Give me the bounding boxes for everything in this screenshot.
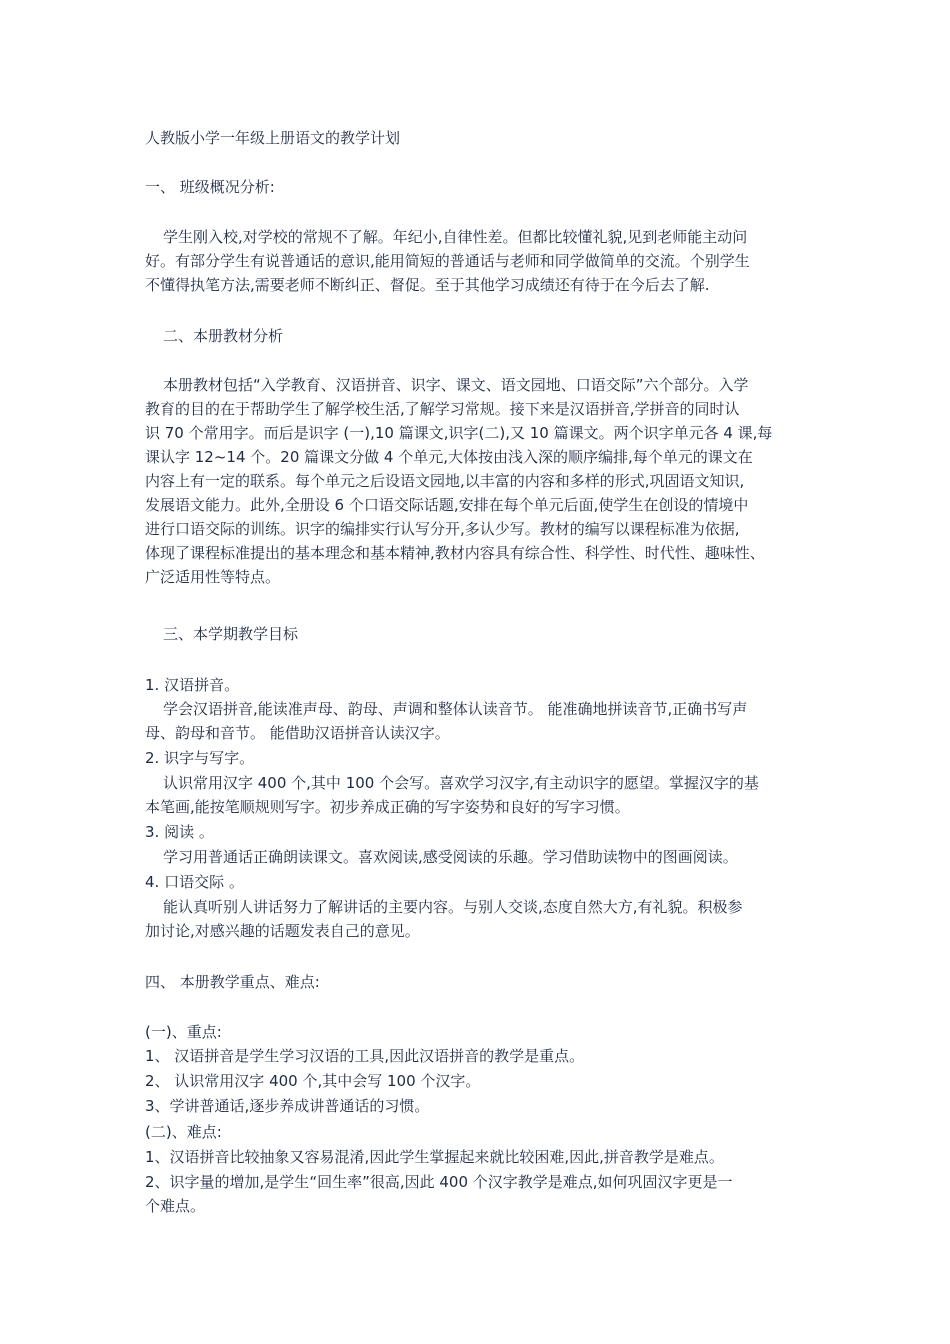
paragraph-line: 课认字 12~14 个。20 篇课文分做 4 个单元,大体按由浅入深的顺序编排,每个单元的课文在 (145, 448, 753, 466)
difficulty-point: 2、识字量的增加,是学生“回生率”很高,因此 400 个汉字教学是难点,如何巩固汉字更是一 (145, 1173, 733, 1191)
paragraph-line: 发展语文能力。此外,全册设 6 个口语交际话题,安排在每个单元后面,使学生在创设的情境中 (145, 496, 749, 514)
goal-label: 4. 口语交际 。 (145, 873, 244, 891)
paragraph-line: 教育的目的在于帮助学生了解学校生活,了解学习常规。接下来是汉语拼音,学拼音的同时认 (145, 400, 740, 418)
goal-line: 加讨论,对感兴趣的话题发表自己的意见。 (145, 922, 420, 940)
paragraph-line: 学生刚入校,对学校的常规不了解。年纪小,自律性差。但都比较懂礼貌,见到老师能主动问 (163, 228, 748, 246)
key-point: 2、 认识常用汉字 400 个,其中会写 100 个汉字。 (145, 1072, 481, 1090)
section-heading-2: 二、本册教材分析 (163, 327, 284, 345)
paragraph-line: 本册教材包括“入学教育、汉语拼音、识字、课文、语文园地、口语交际”六个部分。入学 (163, 376, 749, 394)
difficulty-label: (二)、难点: (145, 1123, 222, 1141)
key-point: 3、学讲普通话,逐步养成讲普通话的习惯。 (145, 1097, 430, 1115)
goal-line: 本笔画,能按笔顺规则写字。初步养成正确的写字姿势和良好的写字习惯。 (145, 798, 630, 816)
paragraph-line: 好。有部分学生有说普通话的意识,能用简短的普通话与老师和同学做简单的交流。个别学生 (145, 252, 750, 270)
section-heading-3: 三、本学期教学目标 (163, 625, 299, 643)
section-heading-4: 四、 本册教学重点、难点: (145, 973, 320, 991)
paragraph-line: 广泛适用性等特点。 (145, 568, 281, 586)
goal-line: 学习用普通话正确朗读课文。喜欢阅读,感受阅读的乐趣。学习借助读物中的图画阅读。 (163, 848, 738, 866)
key-point: 1、 汉语拼音是学生学习汉语的工具,因此汉语拼音的教学是重点。 (145, 1047, 585, 1065)
key-points-label: (一)、重点: (145, 1023, 222, 1041)
paragraph-line: 进行口语交际的训练。识字的编排实行认写分开,多认少写。教材的编写以课程标准为依据, (145, 520, 740, 538)
goal-label: 3. 阅读 。 (145, 823, 214, 841)
goal-line: 母、韵母和音节。 能借助汉语拼音认读汉字。 (145, 724, 450, 742)
difficulty-point: 个难点。 (145, 1197, 206, 1215)
document-title: 人教版小学一年级上册语文的教学计划 (145, 129, 401, 147)
goal-line: 认识常用汉字 400 个,其中 100 个会写。喜欢学习汉字,有主动识字的愿望。掌握汉字的基 (163, 774, 759, 792)
paragraph-line: 不懂得执笔方法,需要老师不断纠正、督促。至于其他学习成绩还有待于在今后去了解. (145, 276, 710, 294)
goal-label: 1. 汉语拼音。 (145, 676, 240, 694)
goal-line: 学会汉语拼音,能读准声母、韵母、声调和整体认读音节。 能准确地拼读音节,正确书写声 (163, 700, 748, 718)
goal-label: 2. 识字与写字。 (145, 749, 255, 767)
section-heading-1: 一、 班级概况分析: (145, 178, 275, 196)
paragraph-line: 体现了课程标准提出的基本理念和基本精神,教材内容具有综合性、科学性、时代性、趣味性、 (145, 544, 765, 562)
goal-line: 能认真听别人讲话努力了解讲话的主要内容。与别人交谈,态度自然大方,有礼貌。积极参 (163, 898, 743, 916)
paragraph-line: 识 70 个常用字。而后是识字 (一),10 篇课文,识字(二),又 10 篇课文。两个识字单元各 4 课,每 (145, 424, 773, 442)
difficulty-point: 1、汉语拼音比较抽象又容易混淆,因此学生掌握起来就比较困难,因此,拼音教学是难点。 (145, 1148, 724, 1166)
paragraph-line: 内容上有一定的联系。每个单元之后设语文园地,以丰富的内容和多样的形式,巩固语文知识, (145, 472, 745, 490)
